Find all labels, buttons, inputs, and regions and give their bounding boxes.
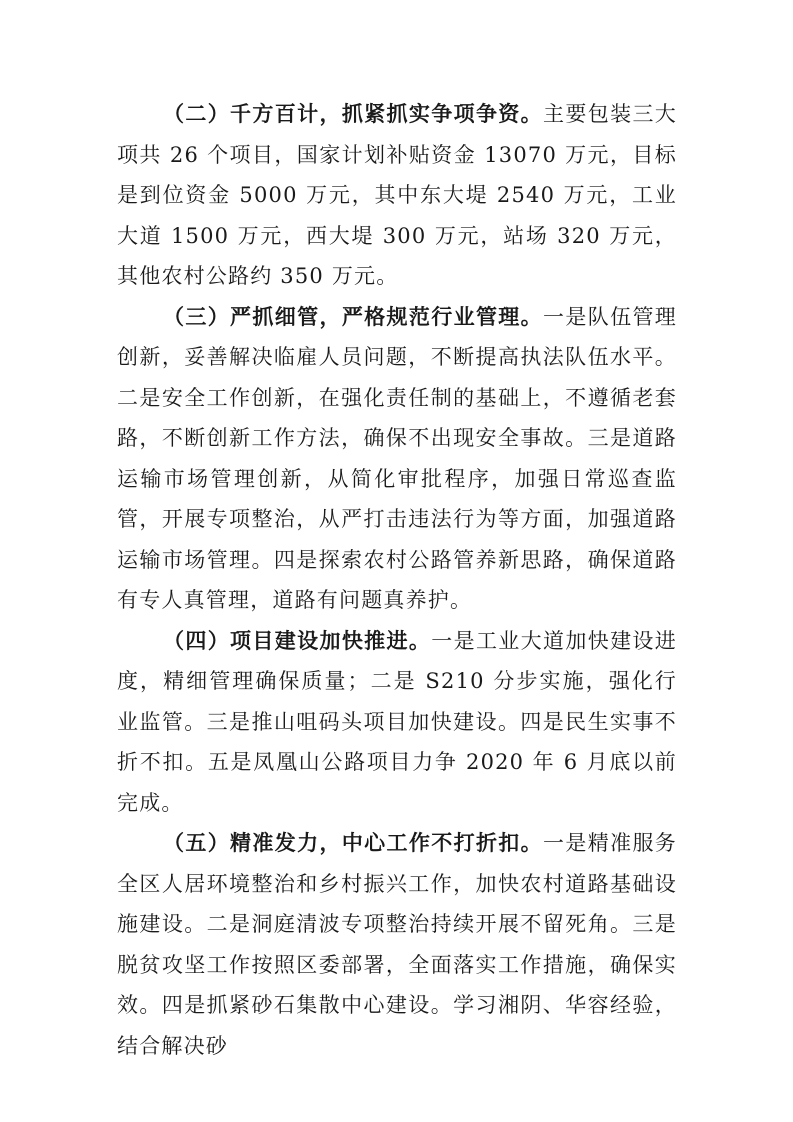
paragraph-body: 一是队伍管理创新，妥善解决临雇人员问题，不断提高执法队伍水平。二是安全工作创新，在强化责任制的基础上，不遵循老套路，不断创新工作方法，确保不出现安全事故。三是道路运输市场管理创新，从简化审批程序，加强日常巡查监管，开展专项整治，从严打击违法行为等方面，加强道路运输市场管理。四是探索农村公路管养新思路，确保道路有专人真管理，道路有问题真养护。 xyxy=(117,304,678,612)
paragraph-industry-management xyxy=(117,297,677,621)
paragraph-body: 一是工业大道加快建设进度，精细管理确保质量；二是 S210 分步实施，强化行业监管。三是推山咀码头项目加快建设。四是民生实事不折不扣。五是凤凰山公路项目力争 2020 年 6 月底以前完成。 xyxy=(117,628,677,815)
paragraph-heading: （五）精准发力，中心工作不打折扣。 xyxy=(163,830,544,855)
paragraph-heading: （三）严抓细管，严格规范行业管理。 xyxy=(163,303,544,329)
paragraph-heading: （二）千方百计，抓紧抓实争项争资。 xyxy=(163,101,544,126)
paragraph-project-funding xyxy=(117,94,677,297)
paragraph-project-construction xyxy=(117,621,677,824)
paragraph-central-work xyxy=(117,823,677,1066)
paragraph-heading: （四）项目建设加快推进。 xyxy=(163,627,432,653)
document-body xyxy=(117,94,677,1066)
paragraph-body: 一是精准服务全区人居环境整治和乡村振兴工作，加快农村道路基础设施建设。二是洞庭清波专项整治持续开展不留死角。三是脱贫攻坚工作按照区委部署，全面落实工作措施，确保实效。四是抓紧砂石集散中心建设。学习湘阴、华容经验，结合解决砂 xyxy=(117,831,678,1058)
paragraph-body: 主要包装三大项共 26 个项目，国家计划补贴资金 13070 万元，目标是到位资金 5000 万元，其中东大堤 2540 万元，工业大道 1500 万元，西大堤 300 万元，站场 320 万元，其他农村公路约 350 万元。 xyxy=(117,102,678,288)
